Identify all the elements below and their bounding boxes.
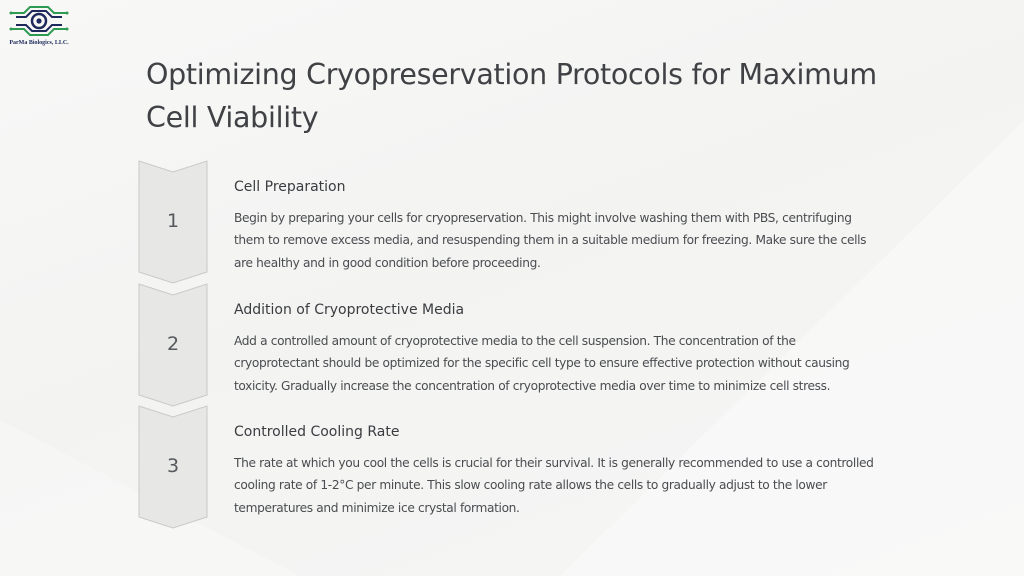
step-1-title: Cell Preparation (234, 179, 346, 195)
step-3-title: Controlled Cooling Rate (234, 424, 400, 440)
step-2-chevron (138, 283, 210, 407)
step-3-body: The rate at which you cool the cells is crucial for their survival. It is generally recommended to use a controlled cooling rate of 1-2°C per minute. This slow cooling rate allows the cells to gradually adjust to the lower temperatures and minimize ice crystal formation. (234, 456, 874, 515)
step-number: 3 (166, 455, 180, 477)
step-1-chevron (138, 160, 210, 284)
step-number: 1 (166, 210, 180, 232)
circuit-eye-logo-icon (8, 3, 70, 39)
step-2-body: Add a controlled amount of cryoprotective media to the cell suspension. The concentration of the cryoprotectant should be optimized for the specific cell type to ensure effective protection without causing toxicity. Gradually increase the concentration of cryoprotective media over time to minimize cell stress. (234, 334, 850, 393)
step-1-body: Begin by preparing your cells for cryopreservation. This might involve washing them with PBS, centrifuging them to remove excess media, and resuspending them in a suitable medium for freezing. Make sure the cells are healthy and in good condition before proceeding. (234, 211, 867, 270)
step-2-title: Addition of Cryoprotective Media (234, 302, 465, 318)
page-title: Optimizing Cryopreservation Protocols for Maximum Cell Viability (146, 58, 877, 134)
step-3-chevron (138, 405, 210, 529)
company-name: ParMa Biologics, LLC. (9, 40, 69, 46)
company-logo (4, 3, 72, 47)
step-number: 2 (166, 333, 180, 355)
